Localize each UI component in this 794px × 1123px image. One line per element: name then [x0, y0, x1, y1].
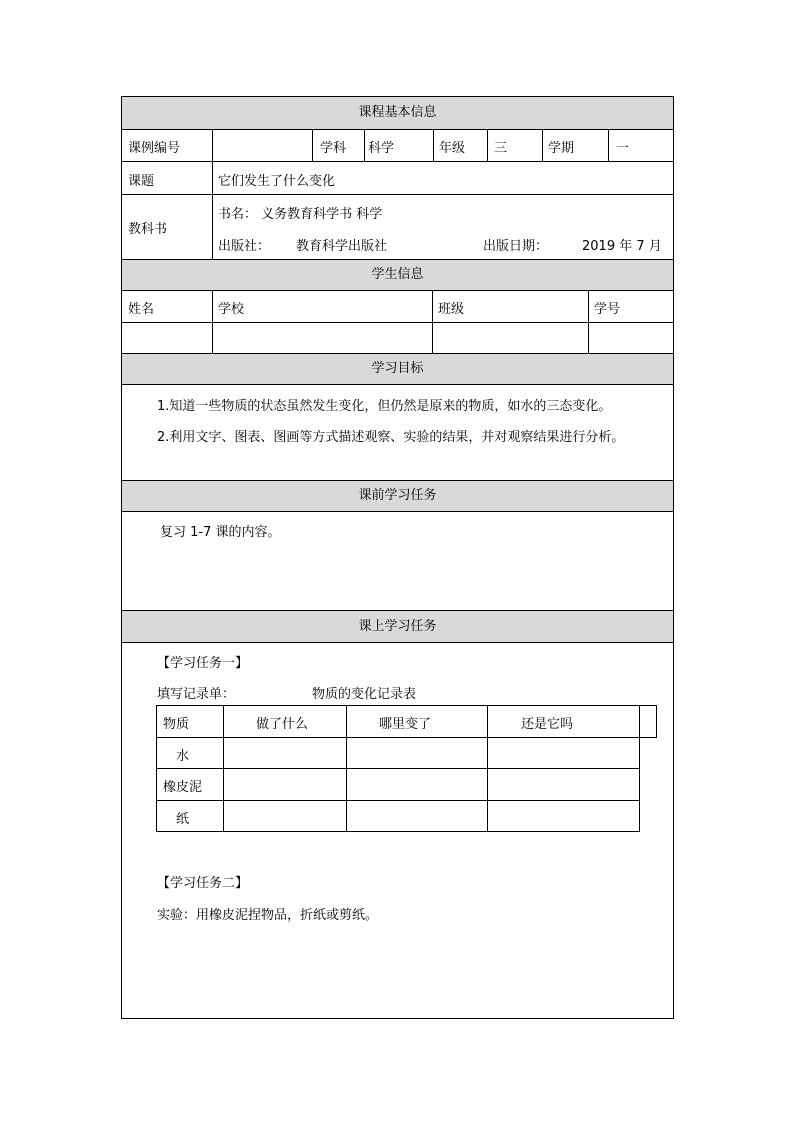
table-header-cell: 做了什么	[256, 717, 309, 732]
subject-label: 学科	[320, 141, 347, 156]
task1-prompt: 填写记录单：	[157, 687, 236, 702]
pub-date-label: 出版日期：	[483, 239, 549, 254]
grade-value: 三	[494, 141, 508, 156]
table-header-cell: 还是它吗	[521, 717, 574, 732]
student-class-label: 班级	[438, 302, 465, 317]
objective-item: 2.利用文字、图表、图画等方式描述观察、实验的结果，并对观察结果进行分析。	[157, 430, 625, 445]
table-header-cell: 哪里变了	[379, 717, 432, 732]
objective-item: 1.知道一些物质的状态虽然发生变化，但仍然是原来的物质，如水的三态变化。	[157, 399, 612, 414]
task1-title: 【学习任务一】	[157, 656, 249, 671]
publisher-label: 出版社：	[218, 239, 271, 254]
task2-title: 【学习任务二】	[157, 876, 249, 891]
topic-label: 课题	[128, 174, 155, 189]
textbook-label: 教科书	[128, 222, 168, 237]
student-id-label: 学号	[594, 302, 621, 317]
table-row-label: 橡皮泥	[163, 780, 203, 795]
pub-date-value: 2019 年 7 月	[582, 239, 662, 254]
subject-value: 科学	[368, 141, 395, 156]
table-row-label: 水	[176, 749, 190, 764]
objectives-header: 学习目标	[122, 353, 673, 385]
task2-text: 实验：用橡皮泥捏物品，折纸或剪纸。	[157, 908, 379, 923]
publisher-value: 教育科学出版社	[296, 239, 388, 254]
pre-class-header: 课前学习任务	[122, 480, 673, 512]
table-row-label: 纸	[176, 812, 190, 827]
student-school-label: 学校	[218, 302, 245, 317]
term-label: 学期	[548, 141, 575, 156]
course-info-header: 课程基本信息	[122, 97, 673, 130]
record-table-title: 物质的变化记录表	[312, 687, 417, 702]
in-class-header: 课上学习任务	[122, 610, 673, 643]
lesson-plan-form	[121, 96, 674, 1019]
pre-class-text: 复习 1-7 课的内容。	[160, 525, 281, 540]
student-name-label: 姓名	[128, 302, 155, 317]
grade-label: 年级	[439, 141, 466, 156]
table-header-cell: 物质	[163, 717, 190, 732]
student-info-header: 学生信息	[122, 259, 673, 291]
lesson-no-label: 课例编号	[128, 141, 181, 156]
term-value: 一	[616, 141, 630, 156]
book-name: 书名： 义务教育科学书 科学	[218, 207, 383, 222]
topic-value: 它们发生了什么变化	[218, 174, 336, 189]
